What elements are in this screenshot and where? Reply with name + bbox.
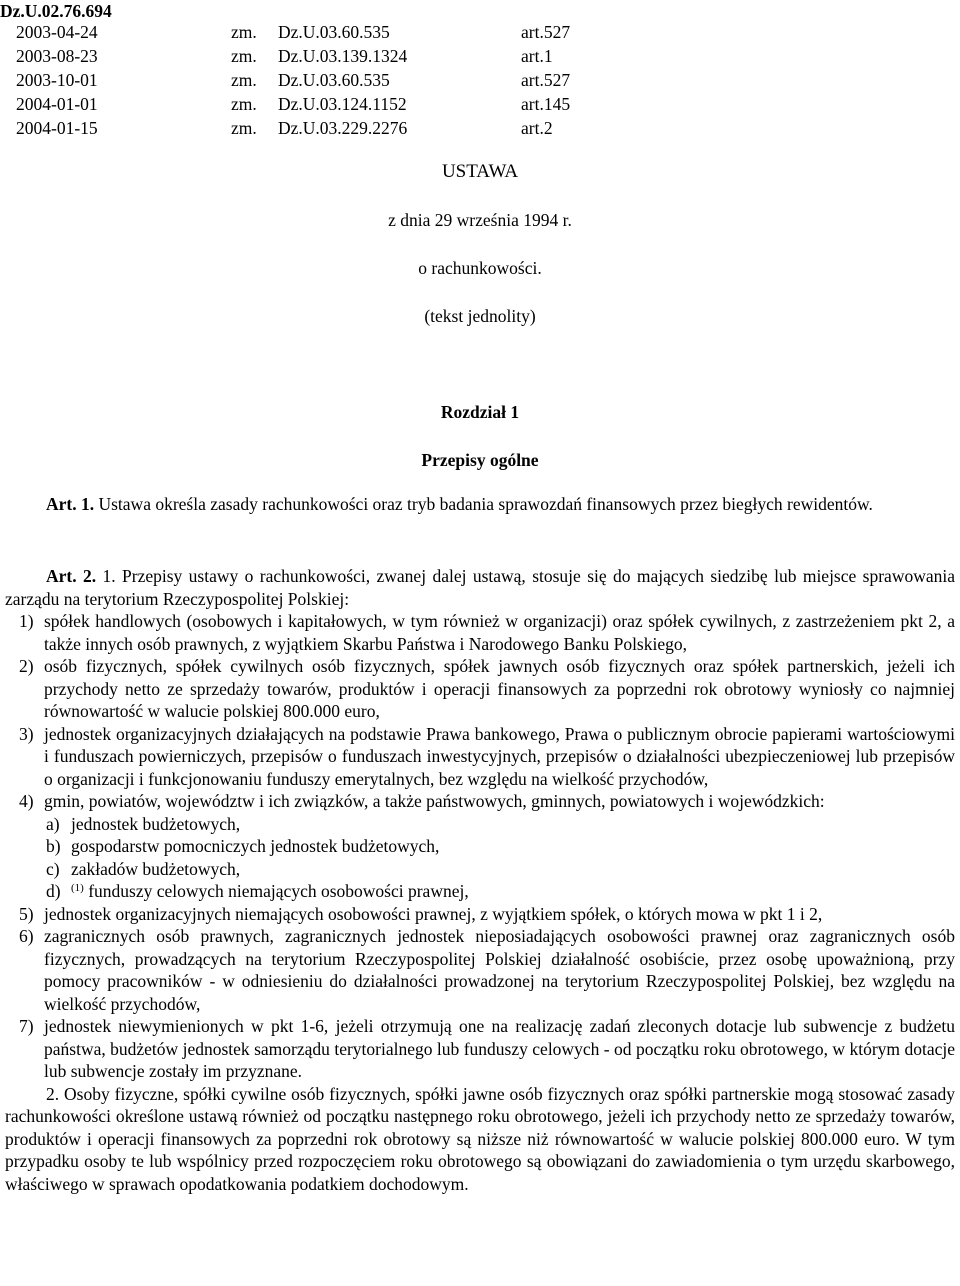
list-item-text: gmin, powiatów, województw i ich związków, a także państwowych, gminnych, powiatowych i wojewódzkich: — [44, 791, 825, 811]
amendment-article: art.527 — [521, 22, 571, 42]
list-item — [5, 723, 955, 791]
list-item-text: spółek handlowych (osobowych i kapitałowych, w tym również w organizacji) oraz spółek cywilnych, z zastrzeżeniem pkt 2, a także innych osób prawnych, z wyjątkiem Skarbu Państwa i Narodowego Banku Polskiego, — [44, 611, 955, 654]
amendment-type: zm. — [231, 46, 257, 66]
amendment-row — [16, 68, 616, 92]
list-item-number: 6) — [19, 926, 34, 946]
amendments-table — [16, 20, 616, 140]
amendment-row — [16, 116, 616, 140]
sub-list-item-letter: c) — [46, 858, 60, 879]
sub-list-item-text: zakładów budżetowych, — [71, 858, 241, 879]
sub-list-item — [5, 835, 955, 858]
amendment-publication: Dz.U.03.229.2276 — [278, 118, 408, 138]
list-item — [5, 925, 955, 1015]
amendment-publication: Dz.U.03.139.1324 — [278, 46, 408, 66]
amendment-publication: Dz.U.03.60.535 — [278, 22, 390, 42]
sub-list-item-text: funduszy celowych niemających osobowości prawnej, — [83, 881, 469, 901]
article-2-label: Art. 2. — [46, 566, 97, 586]
list-item — [5, 790, 955, 813]
chapter-name: Przepisy ogólne — [421, 450, 539, 470]
act-heading: USTAWA — [441, 161, 519, 182]
amendment-article: art.527 — [521, 70, 571, 90]
amendment-row — [16, 20, 616, 44]
list-item-text: jednostek organizacyjnych działających na podstawie Prawa bankowego, Prawa o publicznym obrocie papierami wartościowymi i funduszach powierniczych, przepisów o funduszach inwestycyjnych, przepisów o działalności ubezpieczeniowej lub przepisów o organizacji i funkcjonowaniu funduszy emerytalnych, bez względu na wielkość przychodów, — [44, 723, 955, 789]
article-1-label: Art. 1. — [46, 494, 95, 514]
article-2-para-1-number: 1. — [96, 566, 116, 586]
amendment-date: 2004-01-01 — [16, 94, 98, 114]
sub-list-item-letter: a) — [46, 813, 60, 834]
article-2-para-1 — [5, 565, 955, 610]
sub-list-item-letter: d) — [46, 881, 61, 901]
act-subject: o rachunkowości. — [418, 258, 542, 278]
list-item-number: 7) — [19, 1016, 34, 1036]
amendment-article: art.145 — [521, 94, 571, 114]
sub-list-item-letter: b) — [46, 836, 61, 856]
sub-list-item — [5, 880, 955, 903]
list-item — [5, 655, 955, 723]
amendment-type: zm. — [231, 22, 257, 42]
list-item — [5, 1015, 955, 1083]
act-note: (tekst jednolity) — [424, 306, 536, 326]
list-item — [5, 610, 955, 655]
amendment-article: art.2 — [521, 118, 553, 138]
amendment-publication: Dz.U.03.124.1152 — [278, 94, 407, 114]
chapter-number: Rozdział 1 — [440, 402, 520, 422]
amendment-article: art.1 — [521, 46, 553, 66]
list-item-number: 2) — [19, 656, 34, 676]
article-2-para-1-text: Przepisy ustawy o rachunkowości, zwanej dalej ustawą, stosuje się do mających siedzibę lub miejsce sprawowania zarządu na terytorium Rzeczypospolitej Polskiej: — [5, 566, 955, 609]
list-item-text: jednostek niewymienionych w pkt 1-6, jeżeli otrzymują one na realizację zadań zleconych dotacje lub subwencje z budżetu państwa, budżetów jednostek samorządu terytorialnego lub funduszy celowych - od początku roku obrotowego, w którym dotacje lub subwencje zostały im przyznane. — [44, 1016, 955, 1081]
amendment-date: 2003-04-24 — [16, 22, 98, 42]
list-item-text: zagranicznych osób prawnych, zagranicznych jednostek nieposiadających osobowości prawnej oraz zagranicznych osób fizycznych, prowadzących na terytorium Rzeczypospolitej Polskiej działalność osobiście, przez osobę upoważnioną, przy pomocy pracowników - w odniesieniu do działalności prowadzonej na terytorium Rzeczypospolitej Polskiej, bez względu na wielkość przychodów, — [44, 926, 955, 1014]
list-item-number: 4) — [19, 791, 34, 811]
article-1 — [5, 493, 955, 516]
list-item-text: osób fizycznych, spółek cywilnych osób fizycznych, spółek jawnych osób fizycznych oraz spółek partnerskich, jeżeli ich przychody netto ze sprzedaży towarów, produktów i operacji finansowych za poprzedni rok obrotowy wyniosły co najmniej równowartość w walucie polskiej 800.000 euro, — [44, 656, 955, 721]
amendment-type: zm. — [231, 94, 257, 114]
amendment-date: 2003-10-01 — [16, 70, 98, 90]
sub-list-item-text: jednostek budżetowych, — [71, 813, 241, 834]
list-item — [5, 903, 955, 926]
list-item-number: 5) — [19, 903, 34, 924]
sub-list-item — [5, 813, 955, 836]
list-item-number: 3) — [19, 723, 34, 744]
article-2-para-2: 2. Osoby fizyczne, spółki cywilne osób fizycznych, spółki jawne osób fizycznych oraz spółki partnerskie mogą stosować zasady rachunkowości określone ustawą również od początku następnego roku obrotowego, jeżeli ich przychody netto ze sprzedaży towarów, produktów i operacji finansowych za poprzedni rok obrotowy są niższe niż równowartość w walucie polskiej 800.000 euro. W tym przypadku osoby te lub wspólnicy przed rozpoczęciem roku obrotowego są obowiązani do zawiadomienia o tym urzędu skarbowego, właściwego w sprawach opodatkowania podatkiem dochodowym. — [5, 1083, 955, 1194]
amendment-row — [16, 44, 616, 68]
list-item-number: 1) — [19, 611, 34, 631]
amendment-type: zm. — [231, 118, 257, 138]
article-2-items — [5, 610, 955, 1195]
journal-reference: Dz.U.02.76.694 — [0, 1, 112, 21]
sub-list-item — [5, 858, 955, 881]
footnote-marker: (1) — [71, 882, 84, 894]
amendment-date: 2004-01-15 — [16, 118, 98, 138]
act-date: z dnia 29 września 1994 r. — [388, 210, 572, 230]
amendment-publication: Dz.U.03.60.535 — [278, 70, 390, 90]
list-item-text: jednostek organizacyjnych niemających osobowości prawnej, z wyjątkiem spółek, o których mowa w pkt 1 i 2, — [44, 903, 823, 924]
article-1-text: Ustawa określa zasady rachunkowości oraz tryb badania sprawozdań finansowych przez biegłych rewidentów. — [94, 494, 873, 514]
sub-list-item-text: gospodarstw pomocniczych jednostek budżetowych, — [71, 836, 440, 856]
amendment-row — [16, 92, 616, 116]
amendment-date: 2003-08-23 — [16, 46, 98, 66]
amendment-type: zm. — [231, 70, 257, 90]
